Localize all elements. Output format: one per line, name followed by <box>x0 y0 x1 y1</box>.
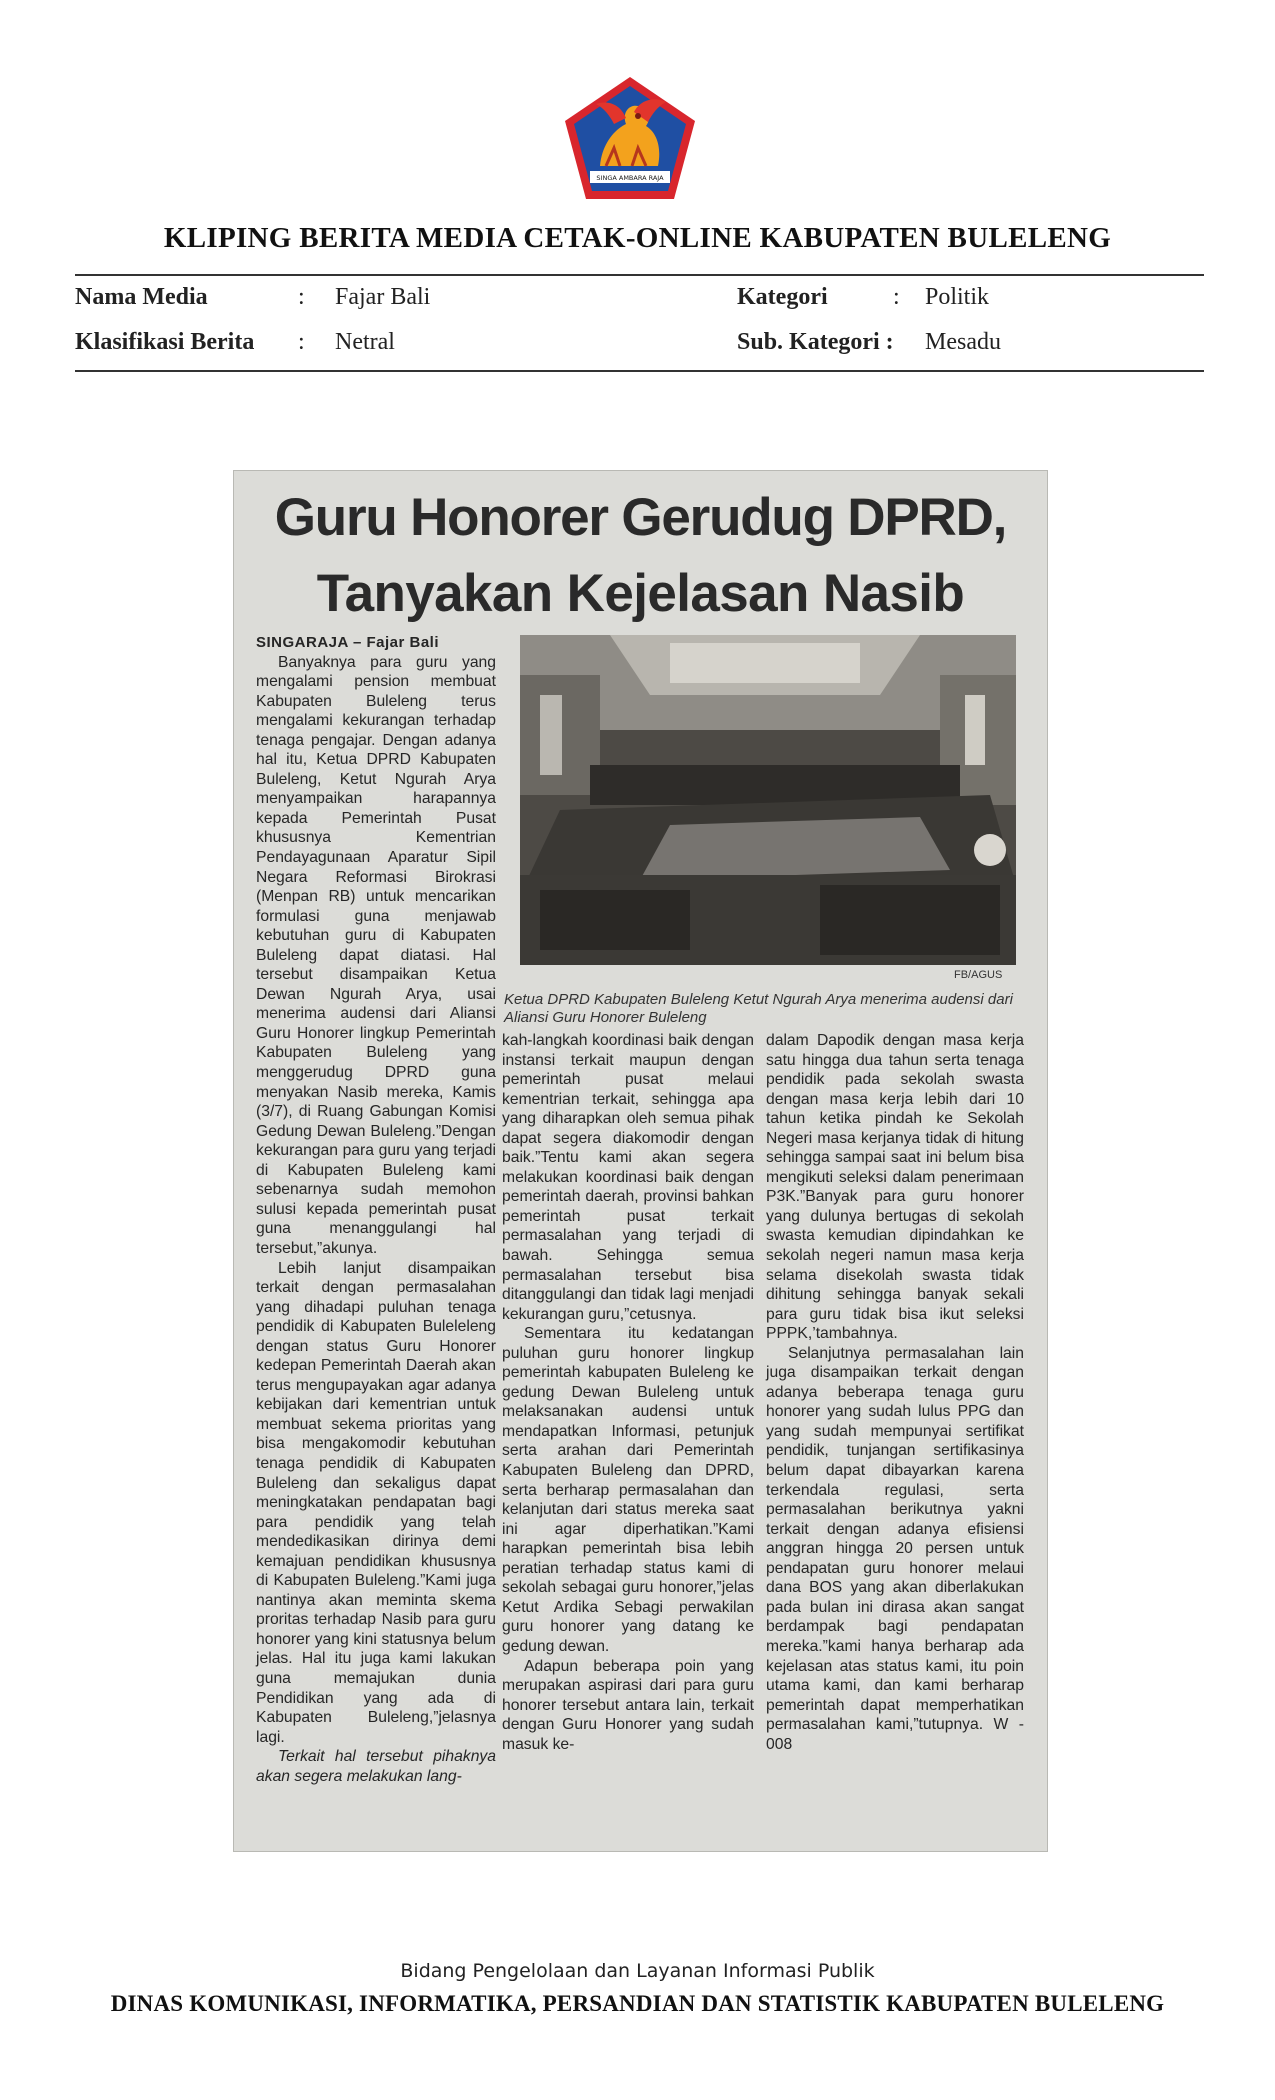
article-paragraph: Banyaknya para guru yang mengalami pension membuat Kabupaten Buleleng terus mengalami kekurangan terhadap tenaga pengajar. Dengan adanya hal itu, Ketua DPRD Kabupaten Buleleng, Ketut Ngurah Arya menyampaikan harapannya kepada Pemerintah Pusat khususnya Kementrian Pendayagunaan Aparatur Sipil Negara Reformasi Birokrasi (Menpan RB) untuk mencarikan formulasi guna menjawab kebutuhan guru di Kabupaten Buleleng dapat diatasi. Hal tersebut disampaikan Ketua Dewan Ngurah Arya, usai menerima audensi dari Aliansi Guru Honorer lingkup Pemerintah Kabupaten Buleleng yang menggerudug DPRD guna menyakan Nasib mereka, Kamis (3/7), di Ruang Gabungan Komisi Gedung Dewan Buleleng.”Dengan kekurangan para guru yang terjadi di Kabupaten Buleleng kami sebenarnya sudah memohon sulusi kepada pemerintah pusat guna menanggulangi hal tersebut,”akunya. <box>256 653 496 1257</box>
bottom-divider <box>75 370 1204 372</box>
subkategori-label: Sub. Kategori : <box>737 329 894 355</box>
media-sep: : <box>298 284 305 310</box>
klasifikasi-value: Netral <box>335 329 395 355</box>
article-paragraph: Sementara itu kedatangan puluhan guru honorer lingkup pemerintah kabupaten Buleleng ke gedung Dewan Buleleng untuk melaksanakan audensi untuk mendapatkan Informasi, petunjuk serta arahan dari Pemerintah Kabupaten Buleleng dan DPRD, serta berharap permasalahan dan kelanjutan dari status mereka saat ini agar diperhatikan.”Kami harapkan pemerintah bisa lebih peratian terhadap status kami di sekolah sebagai guru honorer,”jelas Ketut Ardika Sebagi perwakilan guru honorer yang datang ke gedung dewan. <box>502 1325 754 1655</box>
article-headline-line-1: Guru Honorer Gerudug DPRD, <box>274 488 1007 547</box>
article-paragraph: dalam Dapodik dengan masa kerja satu hingga dua tahun serta tenaga pendidik pada sekolah swasta dengan masa kerja lebih dari 10 tahun ketika pindah ke Sekolah Negeri masa kerjanya tidak di hitung sehingga sampai saat ini belum bisa mengikuti seleksi dalam penerimaan P3K.”Banyak para guru honorer yang dulunya bertugas di sekolah swasta kemudian dipindahkan ke sekolah negeri namun masa kerja selama disekolah swasta tidak dihitung sehingga banyak sekali para guru tidak bisa ikut seleksi PPPK,’tambahnya. <box>766 1032 1024 1343</box>
article-column-1 <box>256 633 496 1786</box>
article-paragraph: Selanjutnya permasalahan lain juga disampaikan terkait dengan adanya beberapa tenaga guru honorer yang sudah lulus PPG dan yang sudah mempunyai sertifikat pendidik, tunjangan sertifikasinya belum dapat dibayarkan karena terkendala regulasi, serta permasalahan berikutnya yakni terkait dengan adanya efisiensi anggran hingga 20 persen untuk pendapatan guru honorer melaui dana BOS yang akan diberlakukan pada bulan ini dirasa akan sangat berdampak bagi pendapatan mereka.”kami hanya berharap ada kejelasan atas status kami, itu poin utama kami, dan kami berharap pemerintah dapat memperhatikan permasalahan kami,”tutupnya. W - 008 <box>766 1344 1024 1753</box>
photo-credit: FB/AGUS <box>954 969 1003 981</box>
kategori-sep: : <box>893 284 900 310</box>
article-headline-line-2: Tanyakan Kejelasan Nasib <box>316 564 965 623</box>
logo-text: SINGA AMBARA RAJA <box>596 174 664 182</box>
media-value: Fajar Bali <box>335 284 431 310</box>
klasifikasi-label: Klasifikasi Berita <box>75 329 255 355</box>
kategori-value: Politik <box>925 284 990 310</box>
article-paragraph: Lebih lanjut disampaikan terkait dengan permasalahan yang dihadapi puluhan tenaga pendidik di Kabupaten Buleleleng dengan status Guru Honorer kedepan Pemerintah Daerah akan terus mengupayakan agar adanya kebijakan dari kementrian untuk membuat sekema prioritas yang bisa mengakomodir kebutuhan tenaga pendidik di Kabupaten Buleleng dan sekaligus dapat meningkatakan pendapatan bagi para pendidik yang telah mendedikasikan dirinya demi kemajuan pendidikan khususnya di Kabupaten Buleleng.”Kami juga nantinya akan meminta skema proritas terhadap Nasib para guru honorer yang kini statusnya belum jelas. Hal itu juga kami lakukan guna memajukan dunia Pendidikan yang ada di Kabupaten Buleleng,”jelasnya lagi. <box>256 1259 496 1746</box>
article-paragraph: Adapun beberapa poin yang merupakan aspirasi dari para guru honorer tersebut antara lain, terkait dengan Guru Honorer yang sudah masuk ke- <box>502 1657 754 1753</box>
footer-unit: Bidang Pengelolaan dan Layanan Informasi Publik <box>400 1960 875 1982</box>
photo-caption: Ketua DPRD Kabupaten Buleleng Ketut Ngurah Arya menerima audensi dari Aliansi Guru Honorer Buleleng <box>504 991 1013 1026</box>
subkategori-value: Mesadu <box>925 329 1001 355</box>
article-dateline: SINGARAJA – Fajar Bali <box>256 634 439 651</box>
newspaper-clipping <box>233 470 1048 1852</box>
footer-agency: DINAS KOMUNIKASI, INFORMATIKA, PERSANDIAN DAN STATISTIK KABUPATEN BULELENG <box>110 1991 1165 2016</box>
article-paragraph: Terkait hal tersebut pihaknya akan segera melakukan lang- <box>256 1748 496 1785</box>
top-divider <box>75 274 1204 276</box>
kategori-label: Kategori <box>737 284 828 310</box>
meeting-photo <box>520 635 1016 965</box>
article-column-2 <box>502 1031 754 1754</box>
article-column-3 <box>766 1031 1024 1754</box>
singa-ambara-raja-logo-icon <box>562 74 698 202</box>
media-label: Nama Media <box>75 284 208 310</box>
klasifikasi-sep: : <box>298 329 305 355</box>
page-title: KLIPING BERITA MEDIA CETAK-ONLINE KABUPATEN BULELENG <box>163 222 1112 254</box>
article-paragraph: kah-langkah koordinasi baik dengan instansi terkait maupun dengan pemerintah pusat melaui kementrian terkait, sehingga apa yang diharapkan oleh semua pihak dapat segera diakomodir dengan baik.”Tentu kami akan segera melakukan koordinasi baik dengan pemerintah daerah, provinsi bahkan pemerintah pusat terkait permasalahan yang terjadi di bawah. Sehingga semua permasalahan tersebut bisa ditanggulangi dan tidak lagi menjadi kekurangan guru,”cetusnya. <box>502 1032 754 1323</box>
